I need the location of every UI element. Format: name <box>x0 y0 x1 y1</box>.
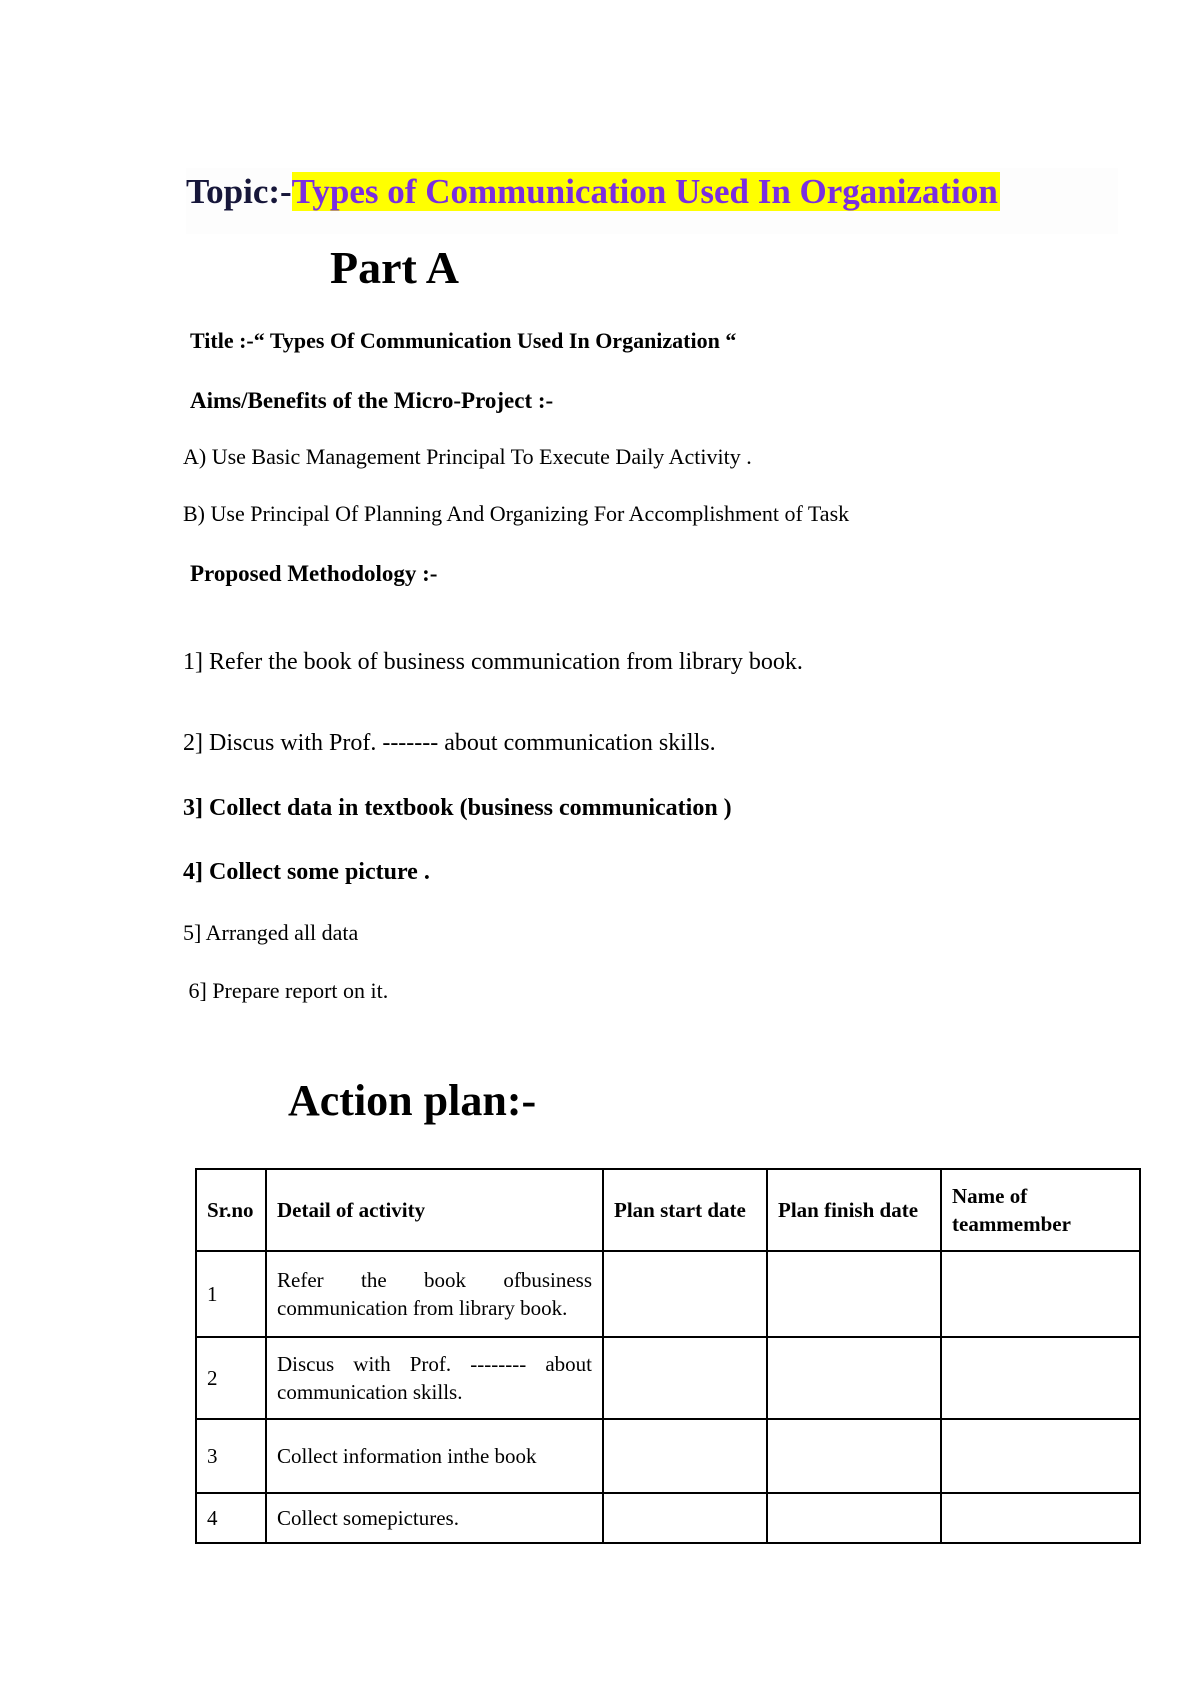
action-plan-heading: Action plan:- <box>288 1076 537 1125</box>
column-header: Sr.no <box>196 1169 266 1251</box>
column-header: Plan finish date <box>767 1169 941 1251</box>
title-line: Title :-“ Types Of Communication Used In Organization “ <box>190 328 737 353</box>
methodology-step: 5] Arranged all data <box>183 920 359 945</box>
methodology-step: 1] Refer the book of business communication from library book. <box>183 649 803 675</box>
detail-cell: Collect somepictures. <box>266 1493 603 1543</box>
topic-prefix: Topic:- <box>186 172 292 211</box>
topic-line <box>186 168 1000 216</box>
sr-cell: 2 <box>196 1337 266 1419</box>
start-date-cell <box>603 1251 767 1337</box>
methodology-step: 4] Collect some picture . <box>183 859 430 885</box>
column-header: Detail of activity <box>266 1169 603 1251</box>
detail-cell: Collect information inthe book <box>266 1419 603 1493</box>
finish-date-cell <box>767 1251 941 1337</box>
table-row <box>196 1419 1140 1493</box>
start-date-cell <box>603 1337 767 1419</box>
sr-cell: 3 <box>196 1419 266 1493</box>
aim-item: A) Use Basic Management Principal To Execute Daily Activity . <box>183 444 752 469</box>
finish-date-cell <box>767 1493 941 1543</box>
topic-highlight: Types of Communication Used In Organization <box>291 172 998 211</box>
finish-date-cell <box>767 1337 941 1419</box>
start-date-cell <box>603 1493 767 1543</box>
methodology-step: 2] Discus with Prof. ------- about communication skills. <box>183 730 716 756</box>
action-plan-table <box>195 1168 1141 1544</box>
detail-cell: Discus with Prof. -------- about communication skills. <box>266 1337 603 1419</box>
member-cell <box>941 1337 1140 1419</box>
sr-cell: 1 <box>196 1251 266 1337</box>
table-header-row <box>196 1169 1140 1251</box>
table-row <box>196 1493 1140 1543</box>
column-header: Plan start date <box>603 1169 767 1251</box>
methodology-step: 6] Prepare report on it. <box>183 978 389 1003</box>
table-row <box>196 1251 1140 1337</box>
sr-cell: 4 <box>196 1493 266 1543</box>
methodology-step: 3] Collect data in textbook (business communication ) <box>183 795 732 821</box>
start-date-cell <box>603 1419 767 1493</box>
member-cell <box>941 1493 1140 1543</box>
column-header: Name of teammember <box>941 1169 1140 1251</box>
member-cell <box>941 1419 1140 1493</box>
aim-item: B) Use Principal Of Planning And Organizing For Accomplishment of Task <box>183 501 850 526</box>
finish-date-cell <box>767 1419 941 1493</box>
detail-cell: Refer the book ofbusiness communication from library book. <box>266 1251 603 1337</box>
methodology-heading: Proposed Methodology :- <box>190 561 438 586</box>
member-cell <box>941 1251 1140 1337</box>
aims-heading: Aims/Benefits of the Micro-Project :- <box>190 388 554 413</box>
table-row <box>196 1337 1140 1419</box>
part-heading: Part A <box>330 242 460 293</box>
